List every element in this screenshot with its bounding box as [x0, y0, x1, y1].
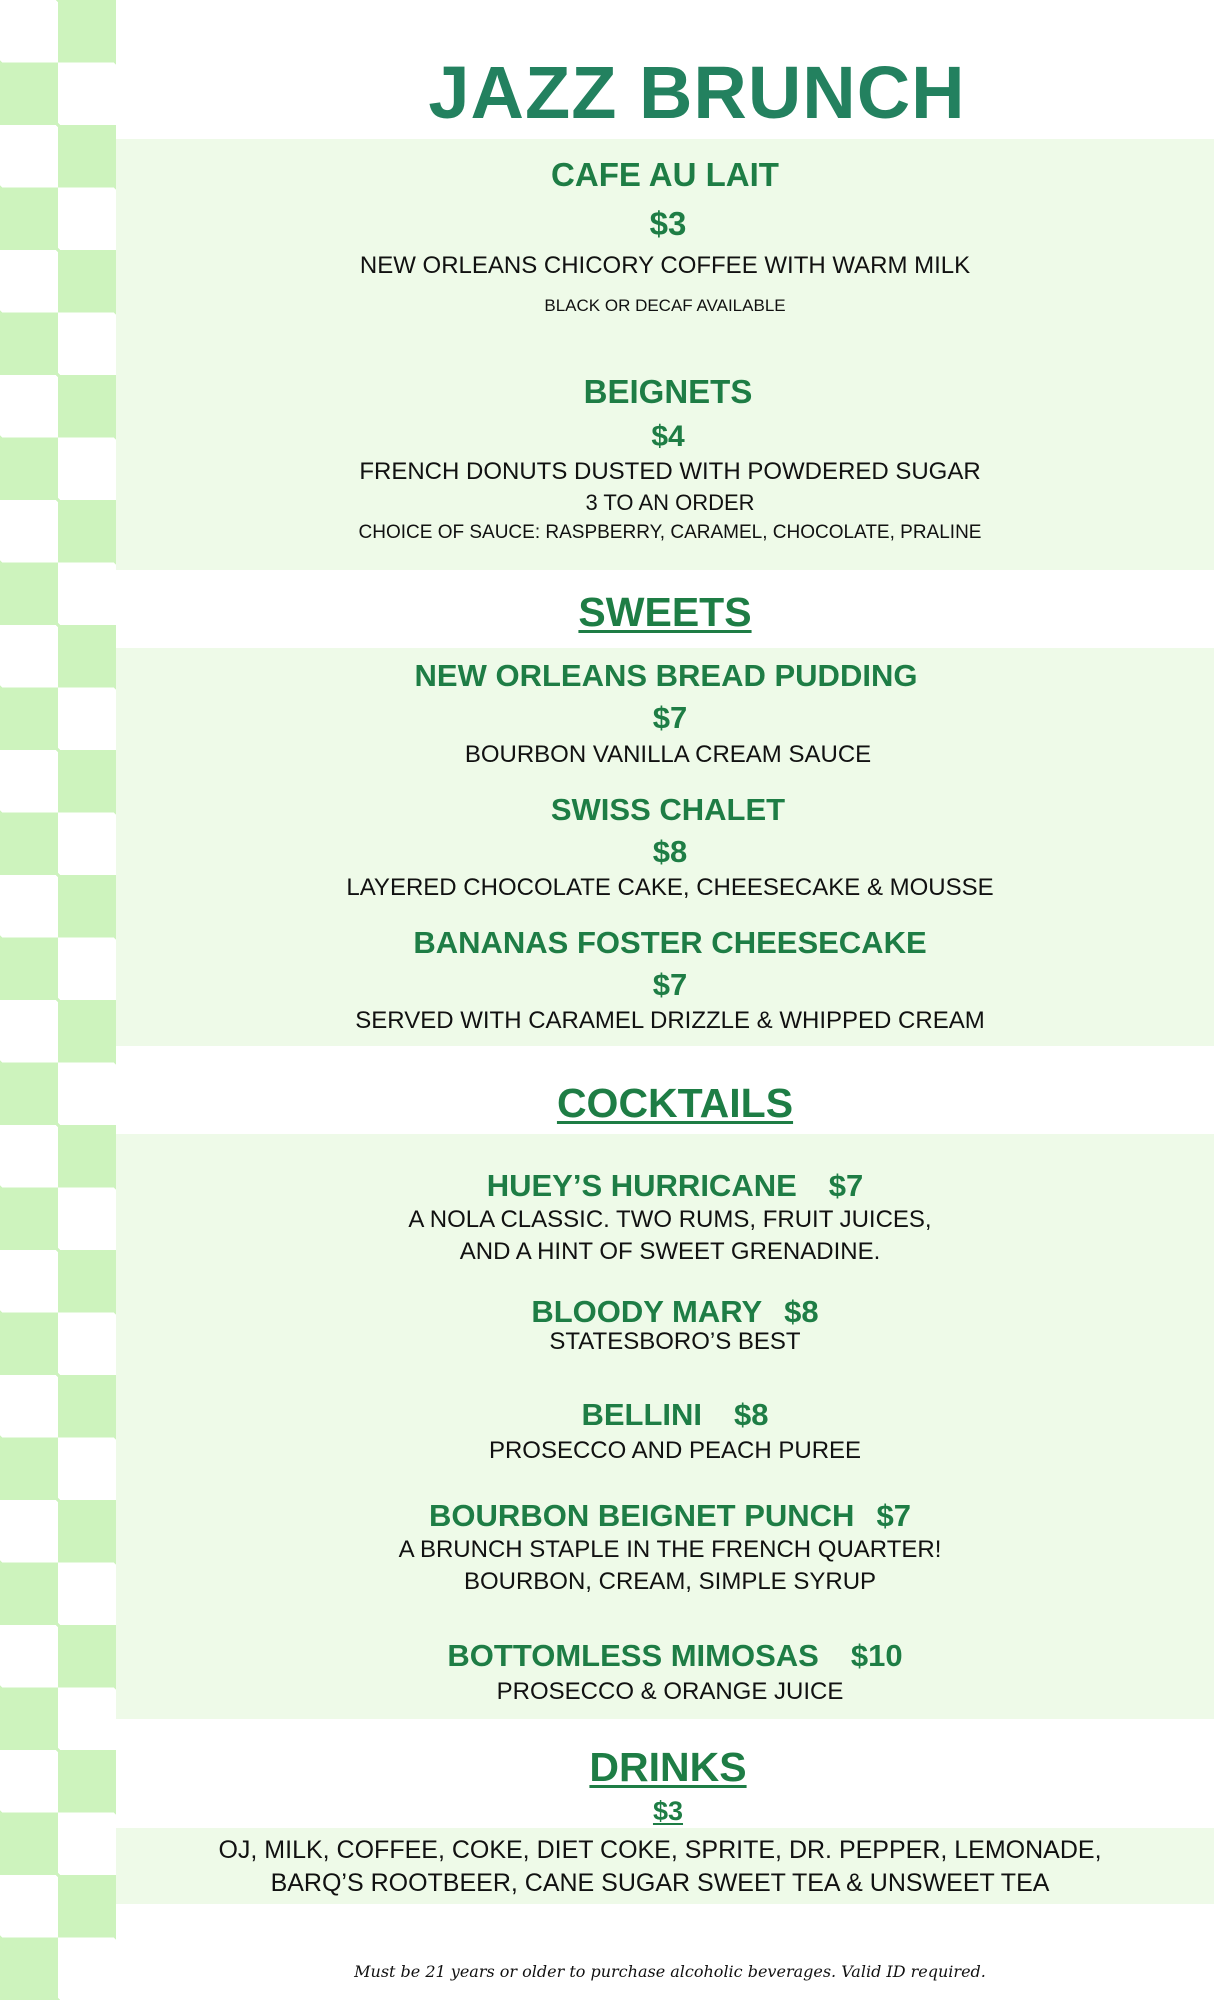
beignets-name: BEIGNETS	[583, 373, 753, 410]
beignets-desc-1: FRENCH DONUTS DUSTED WITH POWDERED SUGAR	[359, 458, 981, 485]
page-title: JAZZ BRUNCH	[428, 51, 966, 134]
footer-disclaimer: Must be 21 years or older to purchase alcoholic beverages. Valid ID required.	[354, 1962, 986, 1981]
cocktail-item-name: BLOODY MARY	[531, 1294, 763, 1329]
sweets-item-name: BANANAS FOSTER CHEESECAKE	[413, 925, 927, 960]
cocktail-item-title	[126, 1498, 1214, 1534]
cocktail-item-name: HUEY’S HURRICANE	[486, 1168, 797, 1203]
drinks-list-1: OJ, MILK, COFFEE, COKE, DIET COKE, SPRITE, DR. PEPPER, LEMONADE,	[218, 1836, 1102, 1864]
cafe-desc: NEW ORLEANS CHICORY COFFEE WITH WARM MILK	[359, 252, 971, 279]
cocktail-item-desc: PROSECCO AND PEACH PUREE	[488, 1437, 862, 1464]
cocktail-item-desc: STATESBORO’S BEST	[549, 1328, 801, 1355]
sweets-item-price: $8	[652, 834, 688, 869]
drinks-heading: DRINKS	[589, 1744, 747, 1790]
cocktail-item-desc: BOURBON, CREAM, SIMPLE SYRUP	[463, 1568, 877, 1595]
cafe-name: CAFE AU LAIT	[551, 156, 779, 193]
cocktail-item-title	[136, 1638, 1214, 1674]
checkerboard-border	[0, 0, 116, 2000]
cocktails-heading: COCKTAILS	[556, 1080, 794, 1126]
cocktail-item-desc: A NOLA CLASSIC. TWO RUMS, FRUIT JUICES,	[408, 1206, 932, 1233]
beignets-desc-2: 3 TO AN ORDER	[585, 490, 755, 515]
cocktail-item-desc: PROSECCO & ORANGE JUICE	[496, 1678, 844, 1705]
cafe-price: $3	[649, 205, 687, 242]
sweets-item-desc: LAYERED CHOCOLATE CAKE, CHEESECAKE & MOUSSE	[346, 874, 994, 901]
cocktail-item-price: $7	[828, 1168, 864, 1203]
drinks-list-2: BARQ’S ROOTBEER, CANE SUGAR SWEET TEA & UNSWEET TEA	[270, 1869, 1050, 1897]
cocktail-item-name: BELLINI	[581, 1397, 703, 1432]
sweets-item-name: NEW ORLEANS BREAD PUDDING	[414, 658, 918, 693]
sweets-item-desc: SERVED WITH CARAMEL DRIZZLE & WHIPPED CREAM	[355, 1007, 985, 1034]
sweets-item-desc: BOURBON VANILLA CREAM SAUCE	[464, 741, 872, 768]
beignets-desc-3: CHOICE OF SAUCE: RASPBERRY, CARAMEL, CHOCOLATE, PRALINE	[358, 522, 982, 543]
sweets-item-name: SWISS CHALET	[550, 792, 786, 827]
cocktail-item-price: $10	[850, 1638, 903, 1673]
cocktail-item-price: $8	[784, 1294, 819, 1329]
drinks-price: $3	[652, 1796, 684, 1826]
sweets-item-price: $7	[652, 700, 688, 735]
sweets-item-price: $7	[652, 967, 688, 1002]
cocktail-item-price: $7	[876, 1498, 911, 1533]
cocktail-item-price: $8	[734, 1397, 769, 1432]
cocktail-item-desc: A BRUNCH STAPLE IN THE FRENCH QUARTER!	[398, 1536, 942, 1563]
cocktail-item-title	[136, 1294, 1214, 1330]
cocktail-item-name: BOTTOMLESS MIMOSAS	[447, 1638, 819, 1673]
cocktail-item-name: BOURBON BEIGNET PUNCH	[429, 1498, 855, 1533]
cocktail-item-desc: AND A HINT OF SWEET GRENADINE.	[459, 1238, 881, 1265]
cocktail-item-title	[136, 1168, 1214, 1204]
cocktail-item-title	[136, 1397, 1214, 1433]
sweets-heading: SWEETS	[578, 589, 752, 635]
beignets-price: $4	[651, 420, 685, 453]
cafe-note: BLACK OR DECAF AVAILABLE	[544, 296, 786, 315]
